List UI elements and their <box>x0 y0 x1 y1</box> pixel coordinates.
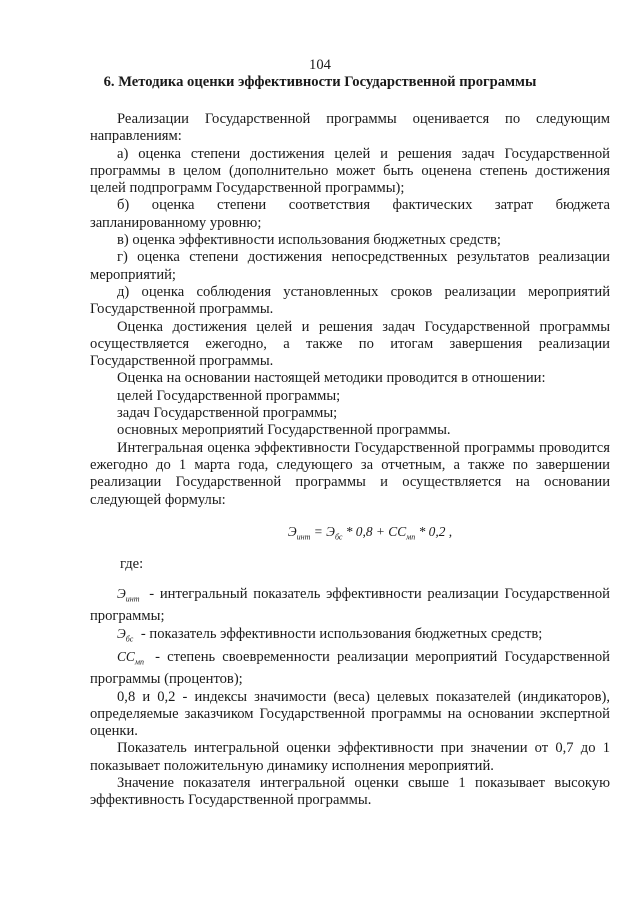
document-body <box>90 111 610 810</box>
where-label: где: <box>120 555 144 572</box>
paragraph: Оценка на основании настоящей методики проводится в отношении: <box>117 370 546 387</box>
definition-text: - интегральный показатель эффективности реализации Государственной программы; <box>90 586 610 625</box>
definition-text: - степень своевременности реализации мероприятий Государственной программы (процентов); <box>90 649 610 688</box>
definition-symbol: $Э_{бс}$ <box>117 626 134 645</box>
definition-symbol: $СС_{мп}$ <box>117 649 144 667</box>
paragraph: а) оценка степени достижения целей и решения задач Государственной программы в целом (дополнительно может быть оценена степень достижения целей подпрограмм Государственной программы); <box>90 145 610 197</box>
definition-text: - показатель эффективности использования бюджетных средств; <box>140 626 543 643</box>
list-item: целей Государственной программы; <box>117 387 341 404</box>
formula-lhs-sub: инт <box>296 532 311 542</box>
formula-term2-sub: мп <box>406 532 416 542</box>
list-item: основных мероприятий Государственной программы. <box>117 422 451 439</box>
definition-symbol: $Э_{инт}$ <box>117 586 140 604</box>
paragraph: Показатель интегральной оценки эффективности при значении от 0,7 до 1 показывает положительную динамику исполнения мероприятий. <box>90 740 610 774</box>
formula-term2: СС <box>388 523 407 539</box>
paragraph: 0,8 и 0,2 - индексы значимости (веса) целевых показателей (индикаторов), определяемые заказчиком Государственной программы на основании экспертной оценки. <box>90 688 610 740</box>
definition <box>90 625 610 648</box>
paragraph: Значение показателя интегральной оценки свыше 1 показывает высокую эффективность Государственной программы. <box>90 775 610 809</box>
definition <box>90 585 610 625</box>
formula-lhs: Э <box>287 523 297 539</box>
paragraph: Интегральная оценка эффективности Государственной программы проводится ежегодно до 1 марта года, следующего за отчетным, а также по завершении реализации Государственной программы и осуществляется на основании следующей формулы: <box>90 439 610 508</box>
section-title: 6. Методика оценки эффективности Государственной программы <box>103 74 537 90</box>
paragraph: в) оценка эффективности использования бюджетных средств; <box>117 232 501 249</box>
formula-term1: Э <box>326 523 335 539</box>
formula-mult1: * 0,8 + <box>342 523 389 539</box>
paragraph: Реализации Государственной программы оценивается по следующим направлениям: <box>90 111 610 145</box>
formula <box>130 523 610 546</box>
formula-eq: = <box>310 523 327 539</box>
list-item: задач Государственной программы; <box>117 405 338 422</box>
paragraph: Оценка достижения целей и решения задач Государственной программы осуществляется ежегодно, а также по итогам завершения реализации Государственной программы. <box>90 318 610 370</box>
page-number: 104 <box>309 57 331 73</box>
definition <box>90 648 610 688</box>
formula-term1-sub: бс <box>334 532 343 542</box>
formula-mult2: * 0,2 , <box>415 523 453 539</box>
paragraph: б) оценка степени соответствия фактических затрат бюджета запланированному уровню; <box>90 197 610 231</box>
paragraph: г) оценка степени достижения непосредственных результатов реализации мероприятий; <box>90 249 610 283</box>
paragraph: д) оценка соблюдения установленных сроков реализации мероприятий Государственной программы. <box>90 283 610 318</box>
